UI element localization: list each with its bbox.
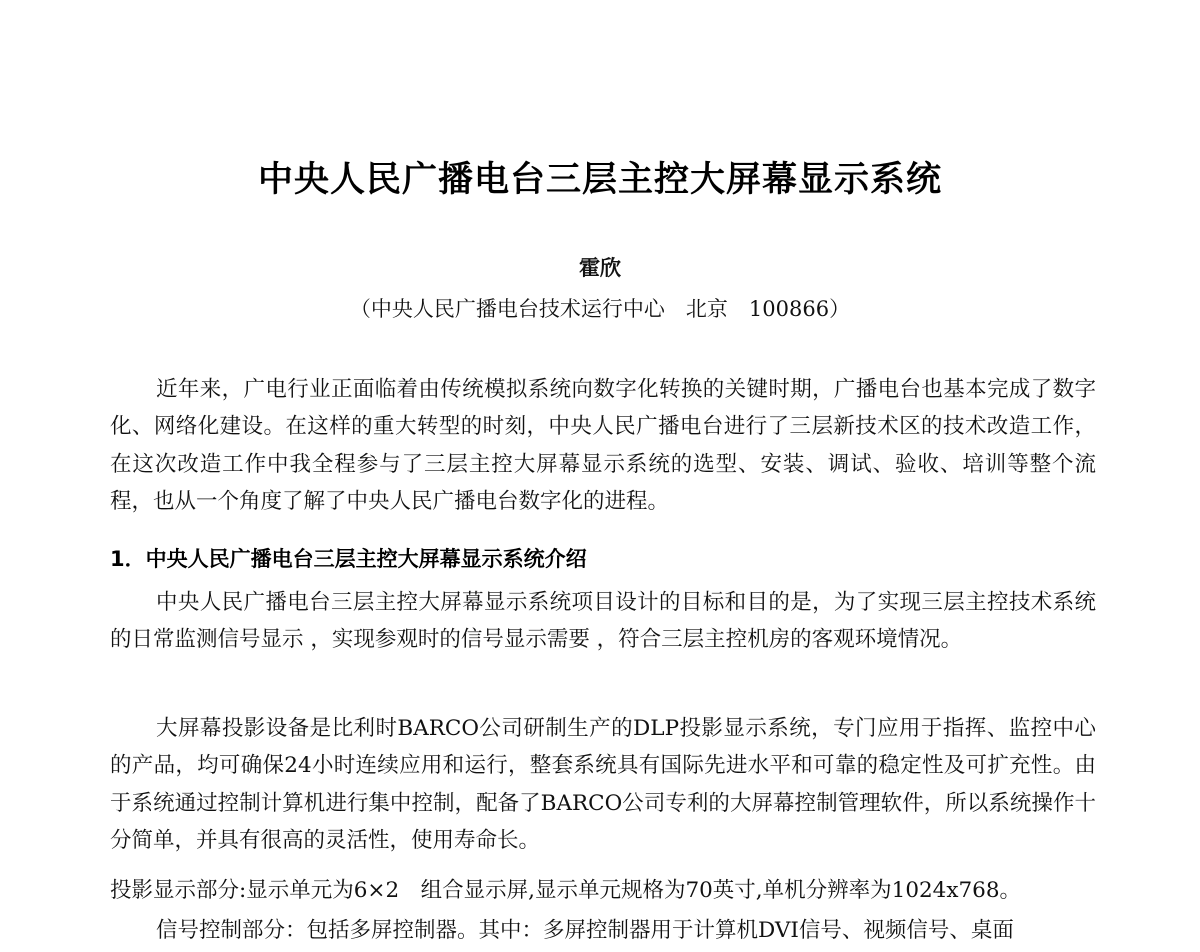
paragraph-equipment: 大屏幕投影设备是比利时BARCO公司研制生产的DLP投影显示系统，专门应用于指挥、监控中心的产品，均可确保24小时连续应用和运行，整套系统具有国际先进水平和可靠的稳定性及可扩充性。由于系统通过控制计算机进行集中控制，配备了BARCO公司专利的大屏幕控制管理软件，所以系统操作十分简单，并具有很高的灵活性，使用寿命长。 <box>110 716 1096 854</box>
section-heading: 1．中央人民广播电台三层主控大屏幕显示系统介绍 <box>110 547 587 571</box>
author-affiliation: （中央人民广播电台技术运行中心 北京 100866） <box>349 297 851 321</box>
paragraph-goals: 中央人民广播电台三层主控大屏幕显示系统项目设计的目标和目的是，为了实现三层主控技术系统的日常监测信号显示 ，实现参观时的信号显示需要 ，符合三层主控机房的客观环境情况。 <box>110 590 1096 653</box>
page-title: 中央人民广播电台三层主控大屏幕显示系统 <box>257 160 942 200</box>
paragraph-signal-control: 信号控制部分：包括多屏控制器。其中：多屏控制器用于计算机DVI信号、视频信号、桌面 <box>156 918 1014 943</box>
paragraph-intro: 近年来，广电行业正面临着由传统模拟系统向数字化转换的关键时期，广播电台也基本完成了数字化、网络化建设。在这样的重大转型的时刻，中央人民广播电台进行了三层新技术区的技术改造工作，在这次改造工作中我全程参与了三层主控大屏幕显示系统的选型、安装、调试、验收、培训等整个流程，也从一个角度了解了中央人民广播电台数字化的进程。 <box>110 377 1096 515</box>
author-name: 霍欣 <box>579 255 621 280</box>
paragraph-projection: 投影显示部分:显示单元为6×2 组合显示屏,显示单元规格为70英寸,单机分辨率为1024x768。 <box>110 878 1022 903</box>
